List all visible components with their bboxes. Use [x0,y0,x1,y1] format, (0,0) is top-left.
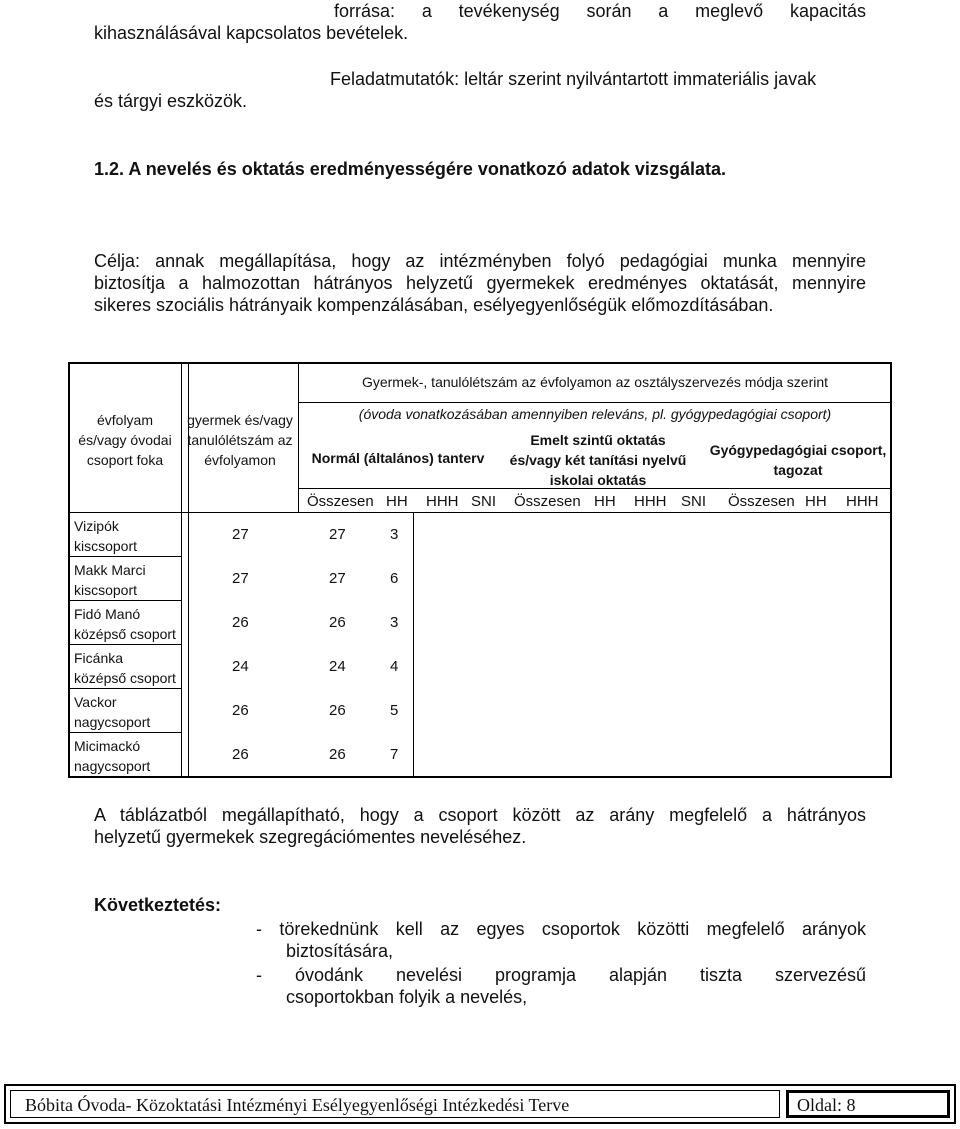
row-value-hhh: 4 [390,658,399,675]
col-header-count: gyermek és/vagy tanulólétszám az évfolyamon [187,412,293,468]
span-note: (óvoda vonatkozásában amennyiben releváns, pl. gyógypedagógiai csoport) [358,406,832,422]
row-value-hh: 27 [329,570,346,587]
conclusion-line-1: A táblázatból megállapítható, hogy a csoport között az arány megfelelő a hátrányos [94,805,866,825]
conclusion-label: Következtetés: [94,895,222,915]
row-group-name: Vizipók kiscsoport [74,518,138,554]
bullet-1-line-2: biztosítására, [286,941,394,961]
footer-title-box [10,1090,780,1118]
page-number: Oldal: 8 [797,1095,856,1115]
row-value-hhh: 3 [390,526,399,543]
intro-line-1: forrása: a tevékenység során a meglevő kapacitás [334,1,866,21]
sub-header: Összesen [514,493,581,510]
row-value-osszesen: 26 [232,614,249,631]
sub-header: SNI [471,493,497,510]
row-value-hh: 26 [329,746,346,763]
row-value-hhh: 5 [390,702,399,719]
row-value-osszesen: 26 [232,746,249,763]
footer-title: Bóbita Óvoda- Közoktatási Intézményi Esélyegyenlőségi Intézkedési Terve [25,1095,570,1115]
row-value-hh: 26 [329,614,346,631]
bullet-2-line-1: - óvodánk nevelési programja alapján tiszta szervezésű [256,965,866,985]
section-heading: 1.2. A nevelés és oktatás eredményességére vonatkozó adatok vizsgálata. [94,159,726,179]
span-header: Gyermek-, tanulólétszám az évfolyamon az osztályszervezés módja szerint [361,374,829,390]
sub-header: HHH [634,493,667,510]
intro-line-3: Feladatmutatók: leltár szerint nyilvántartott immateriális javak [330,69,817,89]
sub-header: HH [594,493,616,510]
sub-header: Összesen [307,493,374,510]
row-group-name: Ficánka középső csoport [74,650,176,686]
goal-line-3: sikeres szociális hátrányaik kompenzálásában, esélyegyenlőségük előmozdításában. [94,295,774,315]
sub-header: HHH [426,493,459,510]
group-normal: Normál (általános) tanterv [311,450,485,466]
row-value-osszesen: 27 [232,570,249,587]
sub-header: Összesen [728,493,795,510]
sub-header: HH [805,493,827,510]
statistics-table [68,362,892,778]
sub-header: HH [386,493,408,510]
intro-line-4: és tárgyi eszközök. [94,91,248,111]
bullet-2-line-2: csoportokban folyik a nevelés, [286,987,528,1007]
row-value-hh: 24 [329,658,346,675]
row-value-osszesen: 24 [232,658,249,675]
footer-page-box [786,1090,950,1118]
goal-line-1: Célja: annak megállapítása, hogy az intézményben folyó pedagógiai munka mennyire [94,251,866,271]
row-value-hhh: 3 [390,614,399,631]
intro-line-2: kihasználásával kapcsolatos bevételek. [94,23,409,43]
row-value-osszesen: 26 [232,702,249,719]
row-value-osszesen: 27 [232,526,249,543]
row-group-name: Micimackó nagycsoport [74,738,151,774]
group-emelt: Emelt szintű oktatás és/vagy két tanítási nyelvű iskolai oktatás [509,432,687,488]
row-value-hh: 27 [329,526,346,543]
footer [4,1084,956,1124]
conclusion-line-2: helyzetű gyermekek szegregációmentes neveléséhez. [94,827,527,847]
row-value-hhh: 6 [390,570,399,587]
row-value-hhh: 7 [390,746,399,763]
sub-header: HHH [846,493,879,510]
row-value-hh: 26 [329,702,346,719]
goal-line-2: biztosítja a halmozottan hátrányos helyzetű gyermekek eredményes oktatását, mennyire [94,273,866,293]
row-group-name: Makk Marci kiscsoport [74,562,146,598]
sub-header: SNI [681,493,707,510]
bullet-1-line-1: - törekednünk kell az egyes csoportok közötti megfelelő arányok [256,919,866,939]
row-group-name: Fidó Manó középső csoport [74,606,176,642]
col-header-group: évfolyam és/vagy óvodai csoport foka [78,412,172,468]
group-gyogy: Gyógypedagógiai csoport, tagozat [709,442,887,478]
row-group-name: Vackor nagycsoport [74,694,151,730]
